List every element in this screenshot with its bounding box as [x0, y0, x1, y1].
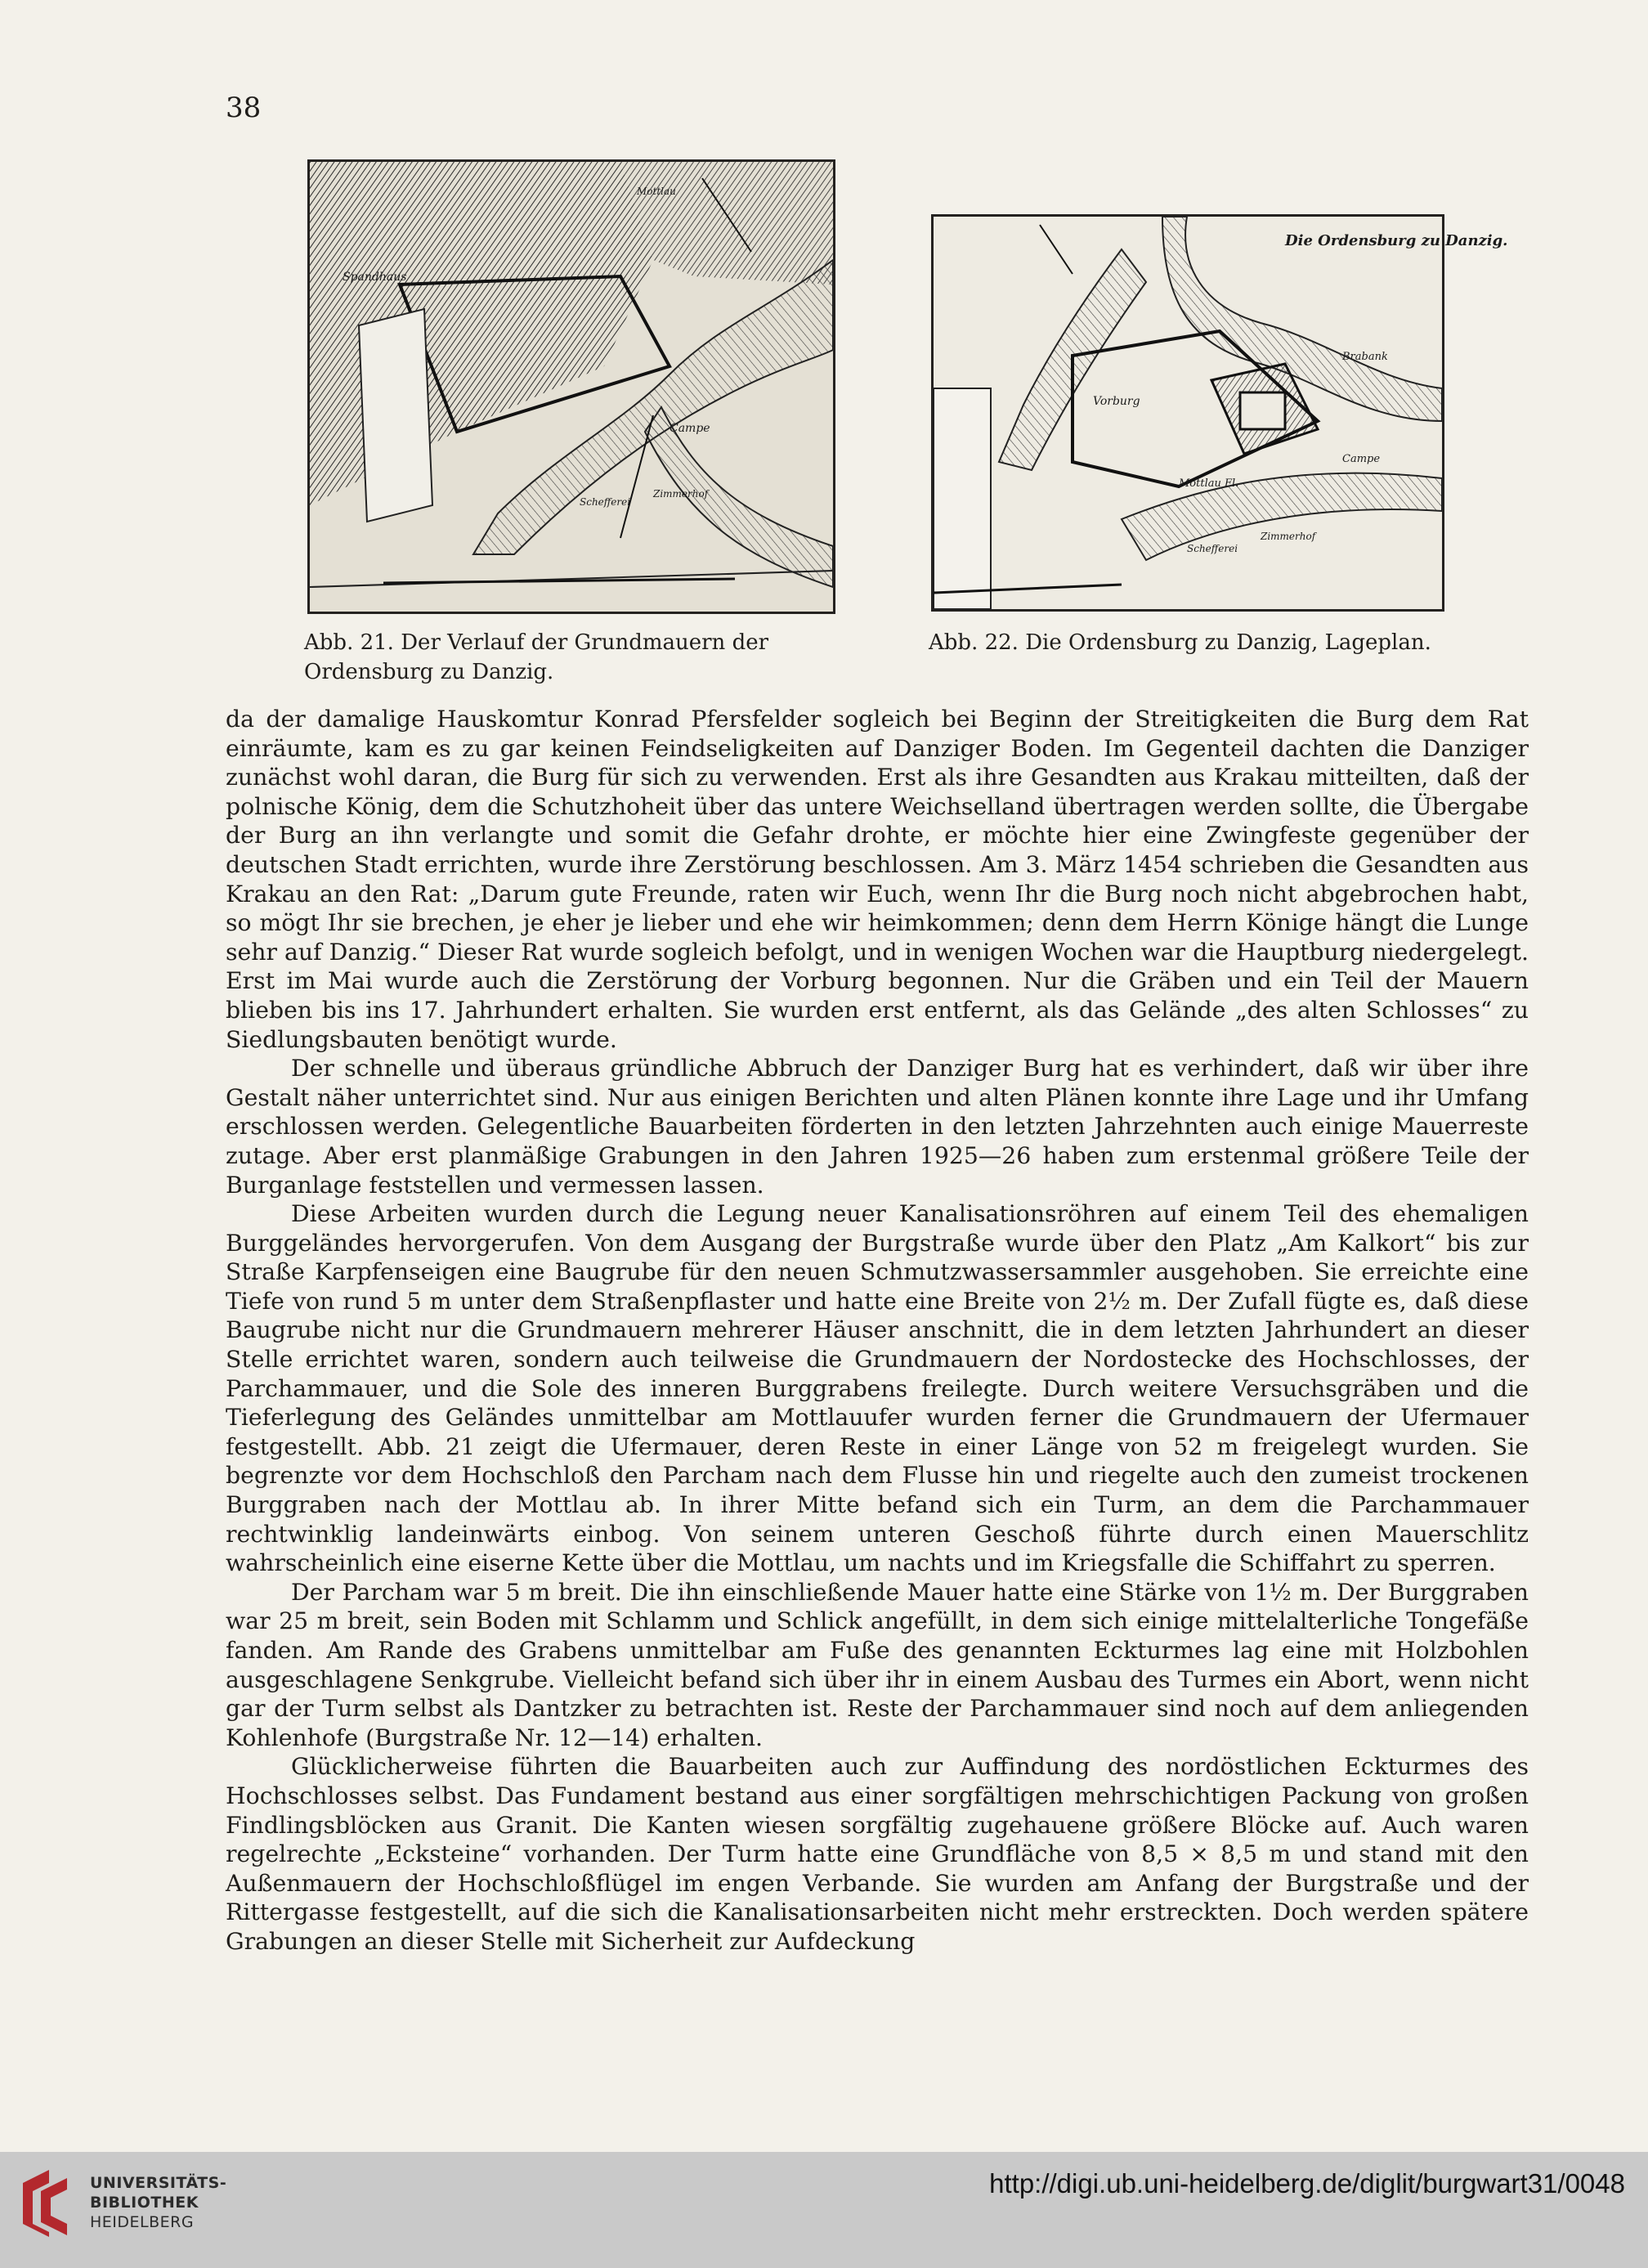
map-label-brabank: Brabank: [1342, 351, 1388, 363]
library-name: [90, 2173, 226, 2232]
map-label-campe-22: Campe: [1342, 453, 1381, 465]
figure-21-caption: Abb. 21. Der Verlauf der Grundmauern der Ordensburg zu Danzig.: [304, 630, 769, 684]
library-logo-icon: [16, 2167, 74, 2239]
source-url-link[interactable]: http://digi.ub.uni-heidelberg.de/diglit/burgwart31/0048: [989, 2168, 1625, 2199]
paragraph: Glücklicherweise führten die Bauarbeiten auch zur Auffindung des nordöstlichen Eckturmes des Hochschlosses selbst. Das Fundament bestand aus einer sorgfältigen mehrschichtigen Packung von großen Findlingsblöcken aus Granit. Die Kanten wiesen sorgfältig zugehauene größere Blöcke auf. Auch waren regelrechte „Ecksteine“ vorhanden. Der Turm hatte eine Grundfläche von 8,5 × 8,5 m und stand mit den Außenmauern der Hochschloßflügel im engen Verbande. Sie wurden am Anfang der Burgstraße und der Rittergasse festgestellt, auf die sich die Kanalisationsarbeiten nicht mehr erstreckten. Doch werden spätere Grabungen an dieser Stelle mit Sicherheit zur Aufdeckung: [226, 1753, 1529, 1955]
body-text: [226, 705, 1529, 1956]
map-label-mottlau-fl: Mottlau Fl.: [1179, 477, 1239, 490]
figure-21-map: [307, 159, 835, 614]
map-label-spandhaus: Spandhaus: [343, 271, 407, 284]
library-footer: [0, 2152, 1648, 2268]
library-name-line2: BIBLIOTHEK: [90, 2194, 199, 2212]
figure-22-site-plan: [931, 214, 1508, 612]
map-label-vorburg: Vorburg: [1093, 395, 1140, 408]
figure-22-caption: Abb. 22. Die Ordensburg zu Danzig, Lageplan.: [929, 630, 1431, 655]
map-label-mottlau: Mottlau: [637, 186, 676, 197]
map-label-schefferei-22: Schefferei: [1187, 543, 1238, 554]
paragraph: Diese Arbeiten wurden durch die Legung neuer Kanalisationsröhren auf einem Teil des ehemaligen Burggeländes hervorgerufen. Von dem Ausgang der Burgstraße wurde über den Platz „Am Kalkort“ bis zur Straße Karpfenseigen eine Baugrube für den neuen Schmutzwassersammler ausgehoben. Sie erreichte eine Tiefe von rund 5 m unter dem Straßenpflaster und hatte eine Breite von 2½ m. Der Zufall fügte es, daß diese Baugrube nicht nur die Grundmauern mehrerer Häuser anschnitt, die in dem letzten Jahrhundert an dieser Stelle errichtet waren, sondern auch teilweise die Grundmauern der Nordostecke des Hochschlosses, der Parchammauer, und die Sole des inneren Burggrabens freilegte. Durch weitere Versuchsgräben und die Tieferlegung des Geländes unmittelbar am Mottlauufer wurden ferner die Grundmauern der Ufermauer festgestellt. Abb. 21 zeigt die Ufermauer, deren Reste in einer Länge von 52 m freigelegt wurden. Sie begrenzte vor dem Hochschloß den Parcham nach dem Flusse hin und riegelte auch den zumeist trockenen Burggraben nach der Mottlau ab. In ihrer Mitte befand sich ein Turm, an dem die Parchammauer rechtwinklig landeinwärts einbog. Von seinem unteren Geschoß führte durch einen Mauerschlitz wahrscheinlich eine eiserne Kette über die Mottlau, um nachts und im Kriegsfalle die Schiffahrt zu sperren.: [226, 1200, 1529, 1577]
map-label-schefferei: Schefferei: [580, 496, 631, 508]
map-label-zimmerhof: Zimmerhof: [653, 488, 709, 500]
page-number: 38: [226, 92, 262, 124]
paragraph: da der damalige Hauskomtur Konrad Pfersfelder sogleich bei Beginn der Streitigkeiten die Burg dem Rat einräumte, kam es zu gar keinen Feindseligkeiten auf Danziger Boden. Im Gegenteil dachten die Danziger zunächst wohl daran, die Burg für sich zu verwenden. Erst als ihre Gesandten aus Krakau mitteilten, daß der polnische König, dem die Schutzhoheit über das untere Weichselland übertragen werden sollte, die Übergabe der Burg an ihn verlangte und somit die Gefahr drohte, er möchte hier eine Zwingfeste gegenüber der deutschen Stadt errichten, wurde ihre Zerstörung beschlossen. Am 3. März 1454 schrieben die Gesandten aus Krakau an den Rat: „Darum gute Freunde, raten wir Euch, wenn Ihr die Burg noch nicht abgebrochen habt, so mögt Ihr sie brechen, je eher je lieber und ehe wir heimkommen; denn dem Herrn Könige hängt die Lunge sehr auf Danzig.“ Dieser Rat wurde sogleich befolgt, und in wenigen Wochen war die Hauptburg niedergelegt. Erst im Mai wurde auch die Zerstörung der Vorburg begonnen. Nur die Gräben und ein Teil der Mauern blieben bis ins 17. Jahrhundert erhalten. Sie wurden erst entfernt, als das Gelände „des alten Schlosses“ zu Siedlungsbauten benötigt wurde.: [226, 706, 1529, 1053]
map-label-zimmerhof-22: Zimmerhof: [1261, 531, 1316, 542]
library-name-line1: UNIVERSITÄTS-: [90, 2174, 227, 2192]
paragraph: Der Parcham war 5 m breit. Die ihn einschließende Mauer hatte eine Stärke von 1½ m. Der Burggraben war 25 m breit, sein Boden mit Schlamm und Schlick angefüllt, in dem sich einige mittelalterliche Tongefäße fanden. Am Rande des Grabens unmittelbar am Fuße des genannten Eckturmes lag eine mit Holzbohlen ausgeschlagene Senkgrube. Vielleicht befand sich über ihr in einem Ausbau des Turmes ein Abort, wenn nicht gar der Turm selbst als Dantzker zu betrachten ist. Reste der Parchammauer sind noch auf dem anliegenden Kohlenhofe (Burgstraße Nr. 12—14) erhalten.: [226, 1578, 1529, 1751]
paragraph: Der schnelle und überaus gründliche Abbruch der Danziger Burg hat es verhindert, daß wir über ihre Gestalt näher unterrichtet sind. Nur aus einigen Berichten und alten Plänen konnte ihre Lage und ihr Umfang erschlossen werden. Gelegentliche Bauarbeiten förderten in den letzten Jahrzehnten auch einige Mauerreste zutage. Aber erst planmäßige Grabungen in den Jahren 1925—26 haben zum erstenmal größere Teile der Burganlage feststellen und vermessen lassen.: [226, 1055, 1529, 1199]
map-label-campe: Campe: [670, 422, 710, 435]
figure-22-inset-title: Die Ordensburg zu Danzig.: [1285, 232, 1508, 249]
library-name-line3: HEIDELBERG: [90, 2213, 195, 2231]
